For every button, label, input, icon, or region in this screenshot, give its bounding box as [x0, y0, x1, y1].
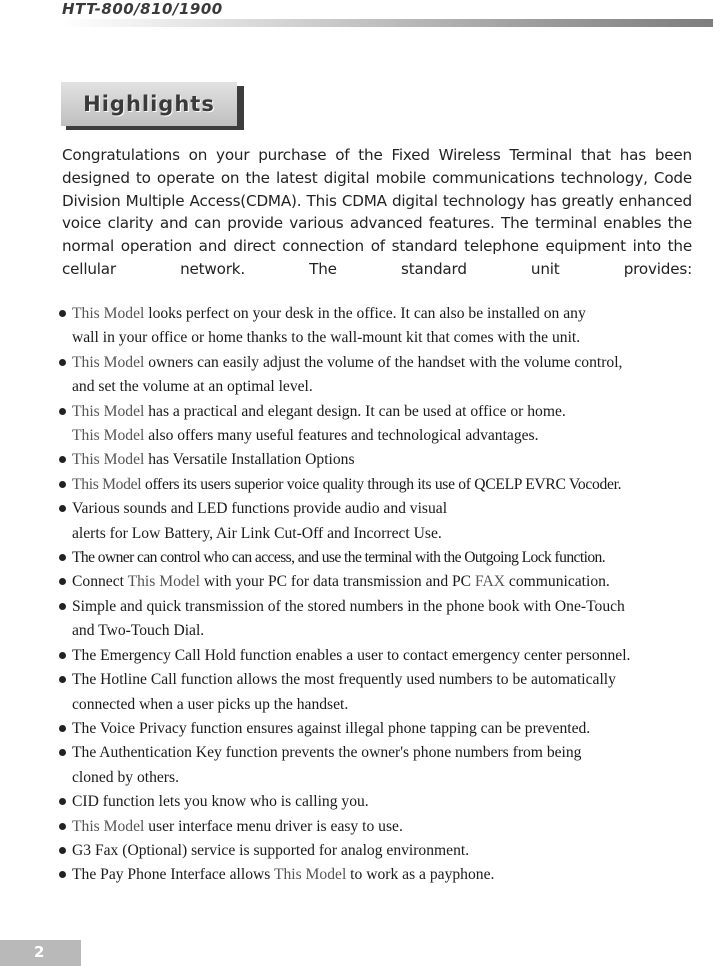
- list-item: This Model has a practical and elegant design. It can be used at office or home. This Model also offers many useful features and technological advantages.: [58, 400, 713, 449]
- list-item: G3 Fax (Optional) service is supported for analog environment.: [58, 839, 713, 863]
- list-item: Various sounds and LED functions provide audio and visual alerts for Low Battery, Air Link Cut-Off and Incorrect Use.: [58, 497, 713, 546]
- bullet-icon: [59, 505, 66, 512]
- bullet-icon: [59, 603, 66, 610]
- list-item: CID function lets you know who is calling you.: [58, 790, 713, 814]
- page-number: 2: [34, 943, 45, 961]
- list-item: This Model offers its users superior voice quality through its use of QCELP EVRC Vocoder.: [58, 473, 713, 497]
- bullet-icon: [59, 798, 66, 805]
- document-header-title: HTT-800/810/1900: [62, 0, 223, 18]
- bullet-icon: [59, 456, 66, 463]
- bullet-icon: [59, 725, 66, 732]
- bullet-icon: [59, 554, 66, 561]
- list-item: This Model has Versatile Installation Options: [58, 448, 713, 472]
- bullet-icon: [59, 408, 66, 415]
- list-item: The Authentication Key function prevents the owner's phone numbers from being cloned by others.: [58, 741, 713, 790]
- bullet-icon: [59, 871, 66, 878]
- list-item: The Pay Phone Interface allows This Model to work as a payphone.: [58, 863, 713, 887]
- bullet-icon: [59, 359, 66, 366]
- bullet-icon: [59, 823, 66, 830]
- list-item: The Hotline Call function allows the most frequently used numbers to be automatically connected when a user picks up the handset.: [58, 668, 713, 717]
- bullet-icon: [59, 749, 66, 756]
- list-item: Simple and quick transmission of the stored numbers in the phone book with One-Touch and Two-Touch Dial.: [58, 595, 713, 644]
- list-item: Connect This Model with your PC for data transmission and PC FAX communication.: [58, 570, 713, 594]
- bullet-icon: [59, 652, 66, 659]
- list-item: This Model user interface menu driver is easy to use.: [58, 815, 713, 839]
- bullet-icon: [59, 676, 66, 683]
- list-item: The Emergency Call Hold function enables a user to contact emergency center personnel.: [58, 644, 713, 668]
- highlights-list: [58, 302, 713, 888]
- list-item: The Voice Privacy function ensures against illegal phone tapping can be prevented.: [58, 717, 713, 741]
- intro-paragraph: Congratulations on your purchase of the Fixed Wireless Terminal that has been designed to operate on the latest digital mobile communications technology, Code Division Multiple Access(CDMA). This CDMA digital technology has greatly enhanced voice clarity and can provide various advanced features. The terminal enables the normal operation and direct connection of standard telephone equipment into the cellular network. The standard unit provides:: [62, 146, 692, 278]
- bullet-icon: [59, 481, 66, 488]
- section-title: Highlights: [83, 92, 215, 116]
- list-item: The owner can control who can access, and use the terminal with the Outgoing Lock function.: [58, 546, 713, 570]
- bullet-icon: [59, 847, 66, 854]
- header-gradient-bar: [60, 19, 713, 27]
- bullet-icon: [59, 310, 66, 317]
- bullet-icon: [59, 578, 66, 585]
- section-badge: [61, 82, 237, 126]
- list-item: This Model looks perfect on your desk in the office. It can also be installed on any wall in your office or home thanks to the wall-mount kit that comes with the unit.: [58, 302, 713, 351]
- list-item: This Model owners can easily adjust the volume of the handset with the volume control, and set the volume at an optimal level.: [58, 351, 713, 400]
